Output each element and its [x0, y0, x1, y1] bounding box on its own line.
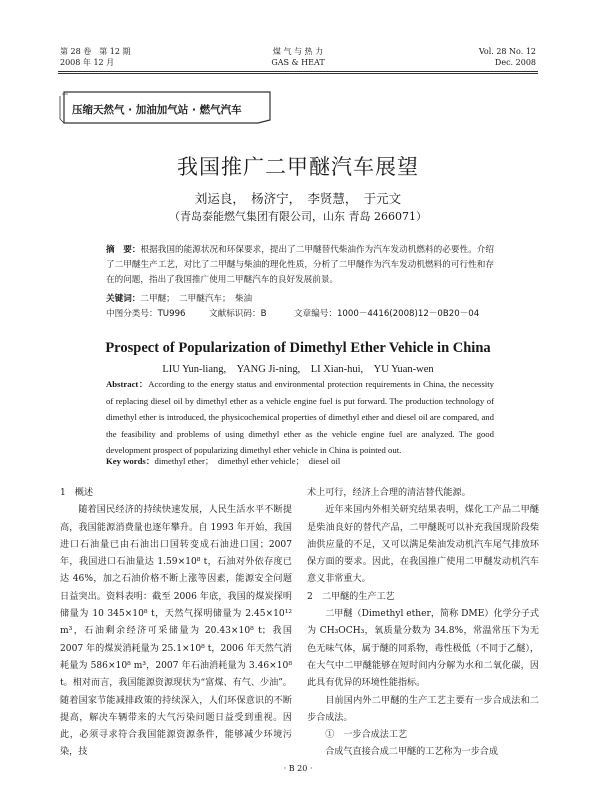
- keywords-en: [106, 455, 340, 467]
- section-1-heading: 1 概述: [60, 488, 94, 498]
- article-title-cn: 我国推广二甲醚汽车展望: [177, 155, 419, 179]
- article-number: 文章编号：1000－4416(2008)12－0B20－04: [294, 309, 480, 319]
- abstract-cn-text: 根据我国的能源状况和环保要求，提出了二甲醚替代柴油作为汽车发动机燃料的必要性。介绍了二甲醚生产工艺，对比了二甲醚与柴油的理化性质，分析了二甲醚作为汽车发动机燃料的可行性和存在的问题，指出了我国推广使用二甲醚汽车的良好发展前景。: [106, 245, 494, 285]
- subsection-1-heading: ① 一步合成法工艺: [325, 730, 408, 741]
- journal-name-cn: 煤 气 与 热 力: [272, 47, 324, 56]
- column-tag-text: 压缩天然气 · 加油加气站 · 燃气汽车: [72, 104, 242, 116]
- header-rule-thin: [58, 73, 538, 74]
- section-1-paragraph: 随着国民经济的持续快速发展，人民生活水平不断提高，我国能源消费量也逐年攀升。自 1993 年开始，我国进口石油量已由石油出口国转变成石油进口国；2007 年，我国进口石油量达 1.59×10⁸ t，石油对外依存度已达 46%，加之石油价格不断上涨等因素，能源安全问题日益突出。资料表明：截至 2006 年底，我国的煤炭探明储量为 10 345×10⁸ t，天然气探明储量为 2.45×10¹² m³，石油剩余经济可采储量为 20.43×10⁸ t；我国 2007 年的煤炭消耗量为 25.1×10⁸ t，2006 年天然气消耗量为 586×10⁸ m³，2007 年石油消耗量为 3.46×10⁸ t。相对而言，我国能源资源现状为“富煤、有气、少油”。随着国家节能减排政策的持续深入，人们环保意识的不断提高，解决车辆带来的大气污染问题日益受到重视。因此，必须寻求符合我国能源资源条件，能够减少环境污染，技: [60, 505, 292, 758]
- authors-en: LIU Yun-liang, YANG Ji-ning, LI Xian-hui, YU Yuan-wen: [162, 364, 434, 375]
- abstract-cn: [106, 243, 494, 288]
- page-number: · B 20 ·: [283, 764, 313, 773]
- article-title-en: Prospect of Popularization of Dimethyl Ether Vehicle in China: [105, 340, 491, 356]
- body-column-right: [307, 485, 539, 762]
- abstract-en: [106, 376, 494, 459]
- keywords-en-text: dimethyl ether； dimethyl ether vehicle； diesel oil: [154, 456, 341, 466]
- abstract-en-text: According to the energy status and environmental protection requirements in China, the necessity of replacing diesel oil by dimethyl ether as a vehicle engine fuel is put forward. The production technology of dimethyl ether is introduced, the physicochemical properties of dimethyl ether and diesel oil are compared, and the feasibility and problems of using dimethyl ether as the vehicle engine fuel are analyzed. The good development prospect of popularizing dimethyl ether vehicle in China is pointed out.: [106, 379, 494, 455]
- journal-name-en: GAS & HEAT: [271, 58, 325, 67]
- keywords-cn-label: 关键词：: [106, 294, 141, 304]
- subsection-1-paragraph: 合成气直接合成二甲醚的工艺称为一步合成: [325, 747, 498, 758]
- keywords-en-label: Key words：: [106, 456, 155, 466]
- keywords-cn-text: 二甲醚； 二甲醚汽车； 柴油: [140, 294, 253, 304]
- section-2-paragraph-1: 二甲醚（Dimethyl ether，简称 DME）化学分子式为 CH₃OCH₃，氧质量分数为 34.8%，常温常压下为无色无味气体，属于醚的同系物，毒性极低（不同于乙醚），在大气中二甲醚能够在短时间内分解为水和二氧化碳，因此具有优异的环境性能指标。: [307, 609, 539, 689]
- keywords-cn: [106, 292, 252, 304]
- publish-date-en: Dec. 2008: [494, 58, 536, 67]
- body-column-left: [60, 485, 292, 762]
- volume-issue-en: Vol. 28 No. 12: [478, 47, 536, 56]
- abstract-en-label: Abstract：: [106, 379, 149, 389]
- section-2-heading: 2 二甲醚的生产工艺: [307, 591, 395, 602]
- section-2-paragraph-2: 目前国内外二甲醚的生产工艺主要有一步合成法和二步合成法。: [307, 695, 539, 723]
- section-1-paragraph-2: 近年来国内外相关研究结果表明，煤化工产品二甲醚是柴油良好的替代产品，二甲醚既可以补充我国现阶段柴油供应量的不足，又可以满足柴油发动机汽车尾气排放环保方面的要求。因此，在我国推广使用二甲醚发动机汽车意义非常重大。: [307, 505, 539, 585]
- volume-issue: 第 28 卷 第 12 期: [60, 47, 131, 56]
- section-1-continuation: 术上可行，经济上合理的清洁替代能源。: [307, 488, 471, 498]
- column-tag: [58, 90, 276, 125]
- header-rule: [58, 71, 538, 72]
- journal-volume-en: [479, 46, 536, 68]
- authors-cn: 刘运良， 杨济宁， 李贤慧， 于元文: [194, 191, 402, 206]
- publish-date-cn: 2008 年 12 月: [60, 58, 115, 67]
- clc-number: 中图分类号：TU996: [106, 309, 186, 319]
- affiliation-cn: （青岛泰能燃气集团有限公司，山东 青岛 266071）: [169, 210, 427, 223]
- abstract-cn-label: 摘 要：: [106, 245, 141, 255]
- document-code: 文献标识码：B: [209, 309, 267, 319]
